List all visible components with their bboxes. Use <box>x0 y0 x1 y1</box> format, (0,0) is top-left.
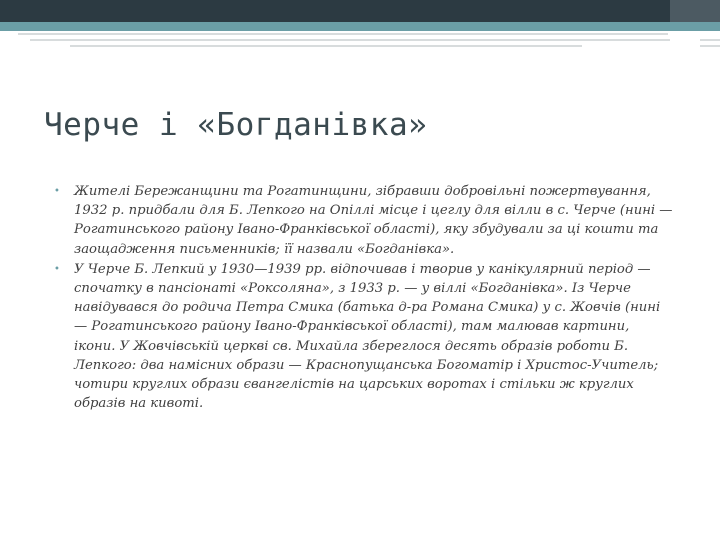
bullet-icon: • <box>54 186 60 197</box>
decorative-rule <box>700 45 720 47</box>
accent-stripe <box>0 22 720 31</box>
bullet-text: Жителі Бережанщини та Рогатинщини, зібравши добровільні пожертвування, 1932 р. придбали для Б. Лепкого на Опіллі місце і цеглу для вілли в с. Черче (нині — Рогатинського району Івано-Франківської області), яку збудували за ці кошти та заощадження письменників; її назвали «Богданівка». <box>74 184 673 257</box>
bullet-item <box>54 260 674 414</box>
bullet-list <box>54 182 674 414</box>
header-band-accent <box>670 0 720 22</box>
decorative-rule <box>70 45 582 47</box>
decorative-rule <box>30 39 670 41</box>
bullet-icon: • <box>54 263 60 275</box>
header-band <box>0 0 720 22</box>
decorative-rule <box>700 39 720 41</box>
decorative-rule <box>18 33 668 35</box>
bullet-item <box>54 182 674 259</box>
bullet-text: У Черче Б. Лепкий у 1930—1939 рр. відпочивав і творив у канікулярний період — спочатку в пансіонаті «Роксоляна», з 1933 р. — у віллі «Богданівка». Із Черче навідувався до родича Петра Смика (батька д-ра Романа Смика) у с. Жовчів (нині — Рогатинського району Івано-Франківської області), там малював картини, ікони. У Жовчівській церкві св. Михайла збереглося десять образів роботи Б. Лепкого: два намісних образи — Краснопущанська Богоматір і Христос-Учитель; чотири круглих образи євангелістів на царських воротах і стільки ж круглих образів на кивоті. <box>74 261 661 412</box>
slide-title: Черче і «Богданівка» <box>44 107 428 143</box>
